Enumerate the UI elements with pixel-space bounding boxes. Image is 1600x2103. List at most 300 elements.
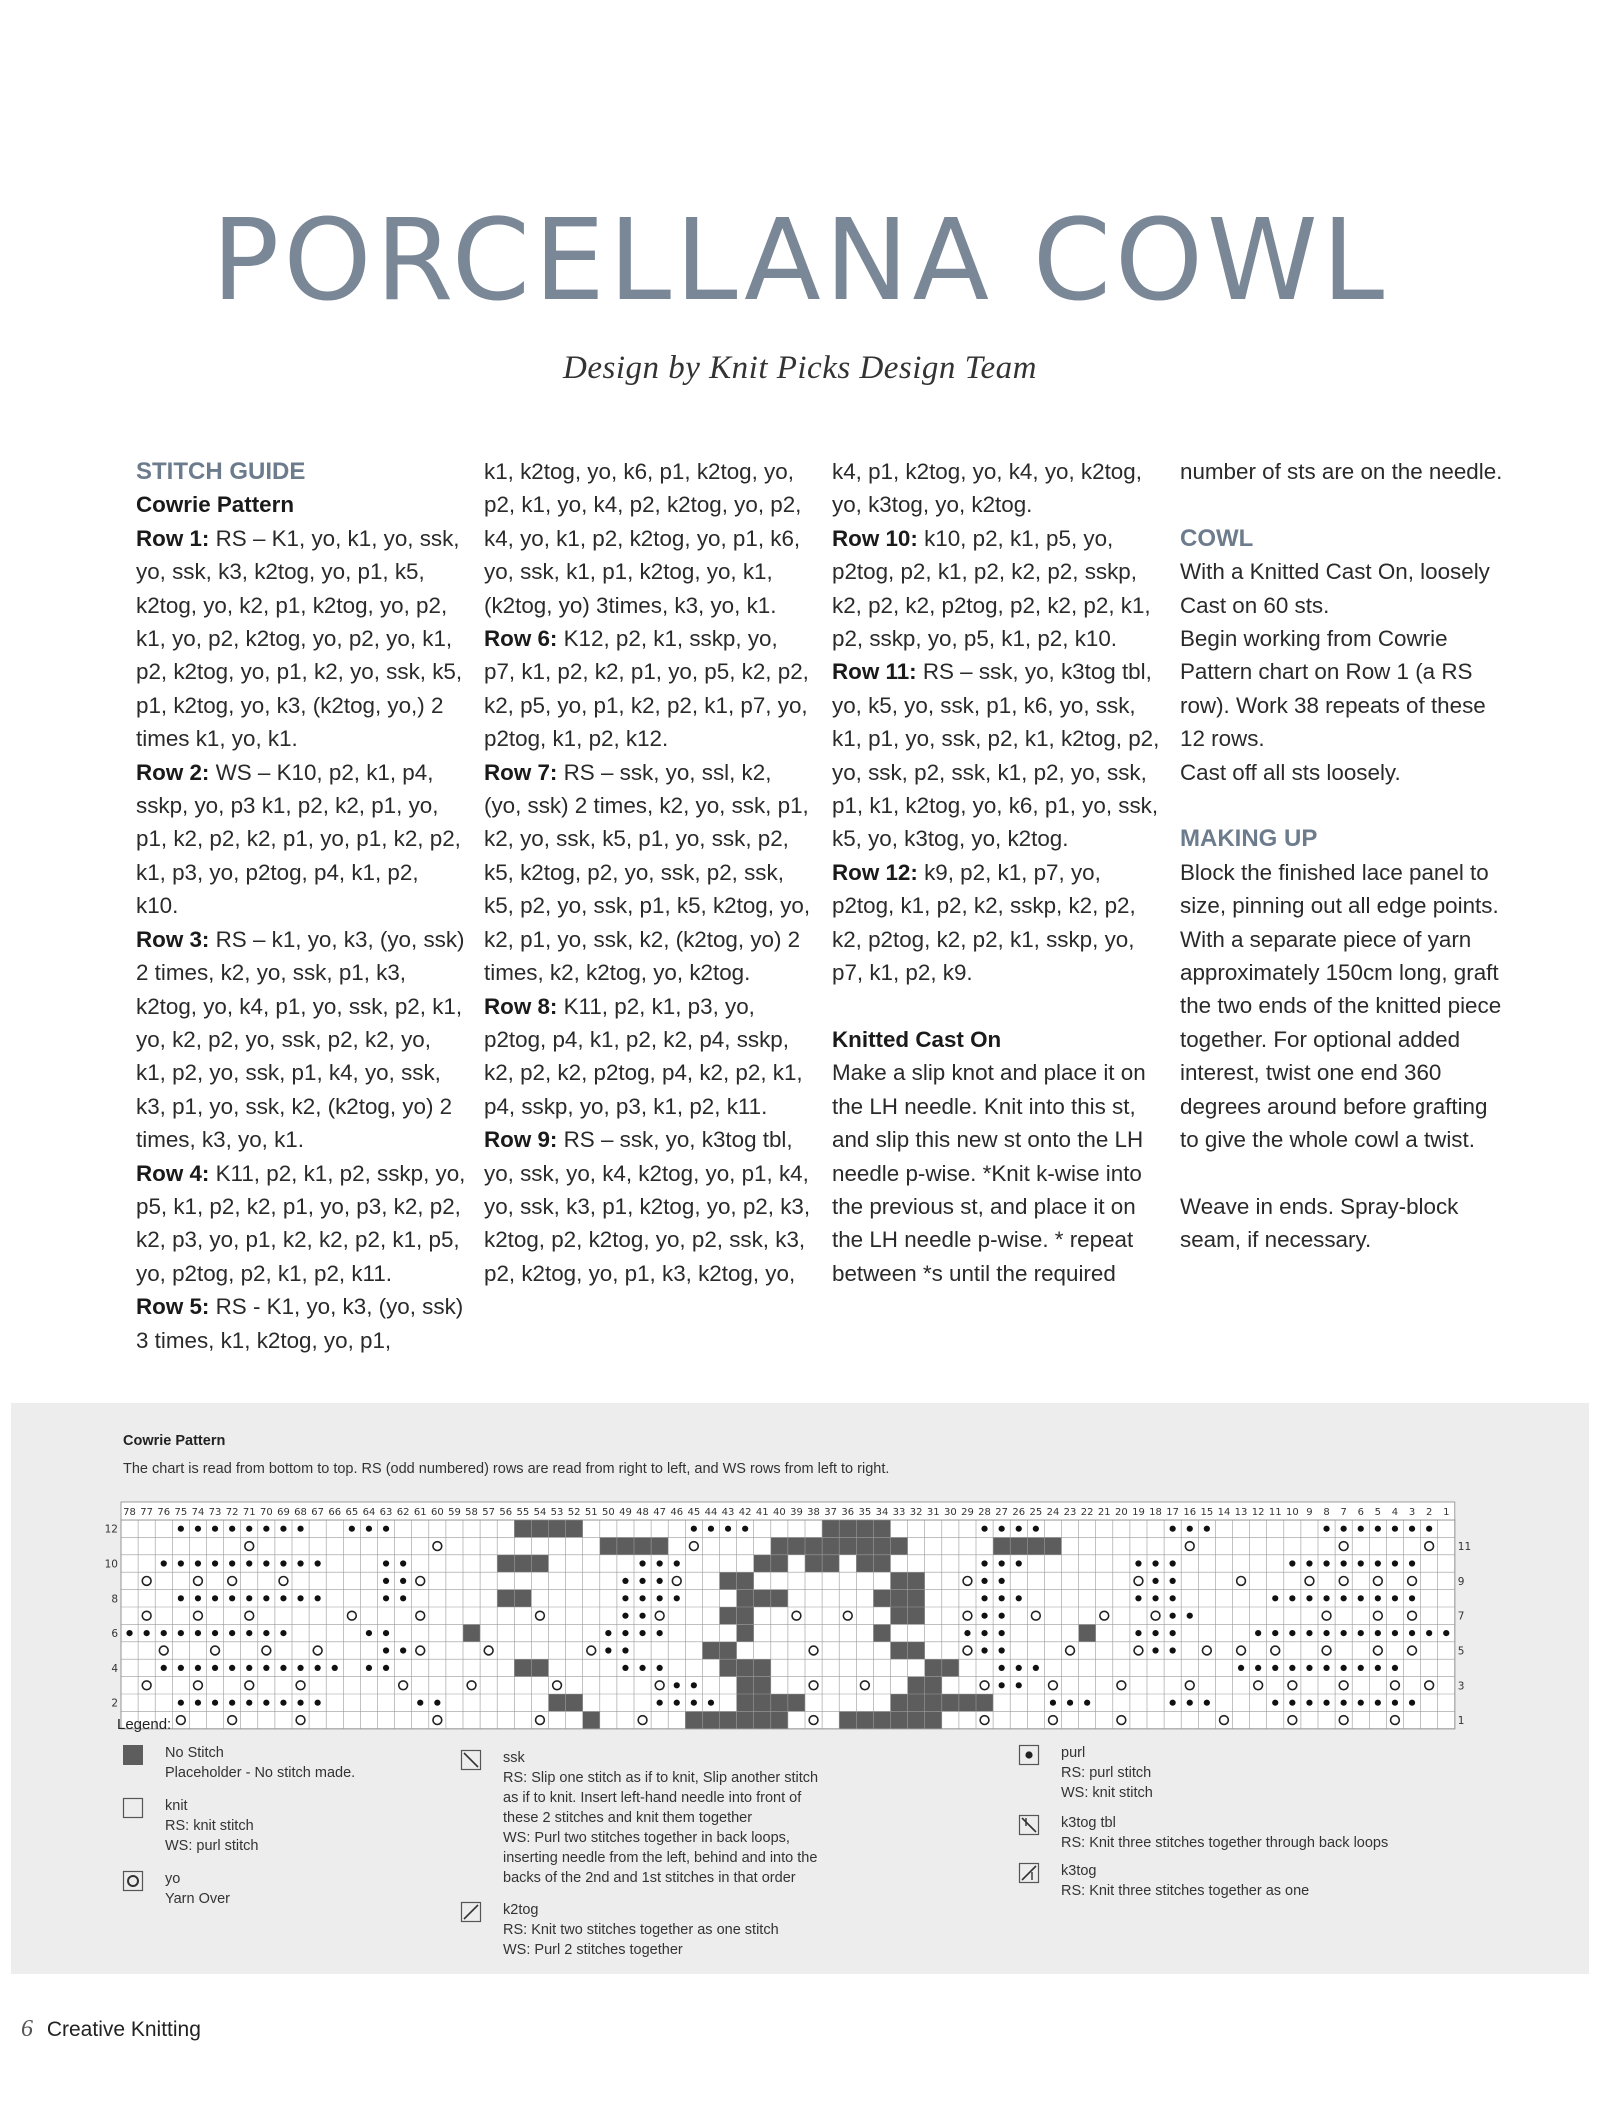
purl-cell-dot: [639, 1560, 645, 1566]
purl-cell-dot: [1170, 1647, 1176, 1653]
purl-cell-dot: [126, 1630, 132, 1636]
purl-cell-dot: [280, 1700, 286, 1706]
purl-cell-dot: [280, 1526, 286, 1532]
column-number: 14: [1217, 1507, 1231, 1518]
purl-cell-dot: [417, 1700, 423, 1706]
column-number: 60: [430, 1507, 444, 1518]
column-number: 38: [807, 1507, 820, 1518]
purl-cell-dot: [1170, 1630, 1176, 1636]
no-stitch-cell: [583, 1711, 600, 1728]
column-number: 43: [721, 1507, 735, 1518]
purl-cell-dot: [1358, 1595, 1364, 1601]
row-text: RS – ssk, yo, k3tog tbl, yo, ssk, yo, k4, k2tog, yo, p1, k4, yo, ssk, k3, p1, k2tog, yo, p2, k3, k2tog, p2, k2tog, yo, p2, ssk, k3, p2, k2tog, yo, p1, k3, k2tog, yo,: [484, 1127, 811, 1286]
purl-cell-dot: [1152, 1578, 1158, 1584]
purl-cell-dot: [639, 1630, 645, 1636]
purl-cell-dot: [639, 1595, 645, 1601]
column-number: 39: [790, 1507, 803, 1518]
no-stitch-cell: [856, 1520, 873, 1537]
column-number: 13: [1234, 1507, 1248, 1518]
no-stitch-cell: [873, 1520, 890, 1537]
purl-cell-dot: [1409, 1595, 1415, 1601]
column-number: 77: [140, 1507, 154, 1518]
purl-cell-dot: [229, 1595, 235, 1601]
column-number: 50: [601, 1507, 615, 1518]
purl-cell-dot: [400, 1578, 406, 1584]
publication-name: Creative Knitting: [46, 2018, 201, 2041]
no-stitch-cell: [771, 1590, 788, 1607]
paragraph: With a separate piece of yarn approximately 150cm long, graft the two ends of the knitted piece together. For optional added interest, twist one end 360 degrees around before grafting to give the whole cowl a twist.: [1180, 926, 1502, 1153]
no-stitch-cell: [549, 1694, 566, 1711]
legend-name: ssk: [503, 1750, 525, 1766]
column-number: 24: [1046, 1507, 1060, 1518]
no-stitch-cell: [908, 1607, 925, 1624]
column-number: 59: [448, 1507, 461, 1518]
purl-cell-dot: [1341, 1595, 1347, 1601]
page-title: PORCELLANA COWL: [211, 196, 1389, 326]
column-number: 51: [584, 1507, 598, 1518]
purl-cell-dot: [1033, 1526, 1039, 1532]
purl-cell-dot: [212, 1700, 218, 1706]
purl-cell-dot: [178, 1665, 184, 1671]
purl-cell-dot: [178, 1595, 184, 1601]
purl-cell-dot: [161, 1560, 167, 1566]
purl-cell-dot: [999, 1613, 1005, 1619]
purl-cell-dot: [400, 1560, 406, 1566]
row-instruction: [832, 655, 1162, 855]
yo-icon: [123, 1871, 143, 1891]
column-number: 74: [191, 1507, 205, 1518]
row-label: Row 5:: [136, 1294, 210, 1320]
row-text: K11, p2, k1, p3, yo, p2tog, p4, k1, p2, k2, p4, sskp, k2, p2, k2, p2tog, p4, k2, p2, k1, p4, sskp, yo, p3, k1, p2, k11.: [484, 993, 803, 1119]
purl-cell-dot: [1016, 1682, 1022, 1688]
k3tog-icon: [1019, 1863, 1039, 1883]
purl-cell-dot: [1084, 1700, 1090, 1706]
no-stitch-cell: [1010, 1537, 1027, 1554]
row-number: 8: [111, 1593, 118, 1606]
purl-cell-dot: [1204, 1700, 1210, 1706]
row-number: 12: [104, 1523, 118, 1536]
legend-name: No Stitch: [165, 1745, 224, 1761]
no-stitch-cell: [651, 1537, 668, 1554]
column-number: 56: [499, 1507, 513, 1518]
purl-cell-dot: [383, 1630, 389, 1636]
no-stitch-cell: [908, 1677, 925, 1694]
purl-cell-dot: [657, 1630, 663, 1636]
no-stitch-cell: [1027, 1537, 1044, 1554]
row-instruction: [136, 1290, 466, 1357]
purl-cell-dot: [161, 1665, 167, 1671]
purl-cell-dot: [195, 1665, 201, 1671]
column-number: 76: [157, 1507, 171, 1518]
column-number: 37: [824, 1507, 838, 1518]
column-number: 16: [1183, 1507, 1197, 1518]
purl-cell-dot: [605, 1647, 611, 1653]
purl-cell-dot: [1152, 1560, 1158, 1566]
purl-cell-dot: [725, 1526, 731, 1532]
ssk-icon: [461, 1750, 481, 1770]
purl-cell-dot: [1409, 1526, 1415, 1532]
column-number: 41: [755, 1507, 769, 1518]
purl-cell-dot: [315, 1560, 321, 1566]
paragraph-gap: [1180, 488, 1510, 521]
purl-cell-dot: [383, 1526, 389, 1532]
column-number: 27: [995, 1507, 1009, 1518]
purl-cell-dot: [246, 1595, 252, 1601]
purl-cell-dot: [981, 1647, 987, 1653]
purl-cell-dot: [383, 1665, 389, 1671]
column-number: 44: [704, 1507, 718, 1518]
row-text: k10, p2, k1, p5, yo, p2tog, p2, k1, p2, k2, p2, sskp, k2, p2, k2, p2tog, p2, k2, p2, k1, p2, sskp, yo, p5, k1, p2, k10.: [832, 525, 1151, 652]
no-stitch-cell: [531, 1659, 548, 1676]
purl-cell-dot: [1272, 1595, 1278, 1601]
paragraph-gap: [1180, 1157, 1510, 1190]
column-number: 63: [379, 1507, 393, 1518]
no-stitch-cell: [839, 1711, 856, 1728]
purl-cell-dot: [999, 1526, 1005, 1532]
purl-cell-dot: [999, 1578, 1005, 1584]
purl-cell-dot: [1170, 1560, 1176, 1566]
purl-cell-dot: [434, 1700, 440, 1706]
legend-name: k3tog: [1061, 1863, 1097, 1879]
section-heading: COWL: [1180, 524, 1254, 552]
no-stitch-cell: [805, 1537, 822, 1554]
no-stitch-cell: [908, 1590, 925, 1607]
purl-cell-dot: [178, 1700, 184, 1706]
purl-cell-dot: [674, 1700, 680, 1706]
row-number: 2: [111, 1697, 118, 1710]
purl-cell-dot: [1187, 1526, 1193, 1532]
purl-cell-dot: [1341, 1560, 1347, 1566]
purl-cell-dot: [1323, 1560, 1329, 1566]
column-number: 17: [1166, 1507, 1180, 1518]
purl-cell-dot: [1272, 1630, 1278, 1636]
purl-cell-dot: [1016, 1665, 1022, 1671]
purl-cell-dot: [280, 1560, 286, 1566]
purl-cell-dot: [280, 1630, 286, 1636]
column-number: 72: [225, 1507, 239, 1518]
no-stitch-cell: [771, 1555, 788, 1572]
text-column-1: [136, 455, 466, 1357]
row-number: 6: [111, 1628, 118, 1641]
purl-cell-dot: [280, 1595, 286, 1601]
no-stitch-cell: [754, 1677, 771, 1694]
row-instruction: [136, 923, 466, 1157]
purl-cell-dot: [1323, 1526, 1329, 1532]
paragraph: Block the finished lace panel to size, pinning out all edge points.: [1180, 859, 1499, 919]
purl-cell-dot: [674, 1560, 680, 1566]
no-stitch-cell: [873, 1555, 890, 1572]
no-stitch-cell: [976, 1694, 993, 1711]
column-number: 19: [1132, 1507, 1145, 1518]
row-text: RS – ssk, yo, k3tog tbl, yo, k5, yo, ssk, p1, k6, yo, ssk, k1, p1, yo, ssk, p2, k1, k2tog, p2, yo, ssk, p2, ssk, k1, p2, yo, ssk, p1, k1, k2tog, yo, k6, p1, yo, ssk, k5, yo, k3tog, yo, k2tog.: [832, 659, 1160, 852]
purl-cell-dot: [1255, 1630, 1261, 1636]
column-number: 61: [413, 1507, 427, 1518]
no-stitch-cell: [720, 1572, 737, 1589]
purl-cell-dot: [263, 1595, 269, 1601]
no-stitch-cell: [531, 1520, 548, 1537]
purl-cell-dot: [1067, 1700, 1073, 1706]
purl-cell-dot: [297, 1700, 303, 1706]
purl-cell-dot: [639, 1613, 645, 1619]
column-number: 21: [1097, 1507, 1111, 1518]
chart-reading-note: The chart is read from bottom to top. RS (odd numbered) rows are read from right to left, and WS rows from left to right.: [123, 1461, 890, 1477]
row-number: 11: [1457, 1541, 1472, 1554]
no-stitch-cell: [993, 1537, 1010, 1554]
column-number: 11: [1268, 1507, 1282, 1518]
purl-cell-dot: [246, 1526, 252, 1532]
purl-cell-dot: [1135, 1595, 1141, 1601]
row-label: Row 4:: [136, 1160, 210, 1186]
purl-cell-dot: [639, 1578, 645, 1584]
no-stitch-cell: [925, 1659, 942, 1676]
no-stitch-cell: [891, 1642, 908, 1659]
column-number: 29: [961, 1507, 974, 1518]
no-stitch-cell: [720, 1659, 737, 1676]
no-stitch-cell: [737, 1711, 754, 1728]
no-stitch-cell: [925, 1711, 942, 1728]
column-number: 30: [943, 1507, 957, 1518]
text-column-4: [1180, 455, 1510, 1257]
purl-cell-dot: [1204, 1526, 1210, 1532]
purl-cell-dot: [246, 1560, 252, 1566]
purl-cell-dot: [1341, 1630, 1347, 1636]
purl-cell-dot: [1050, 1700, 1056, 1706]
purl-cell-dot: [999, 1665, 1005, 1671]
legend-name: purl: [1061, 1745, 1086, 1761]
purl-cell-dot: [366, 1665, 372, 1671]
purl-cell-dot: [297, 1560, 303, 1566]
no-stitch-cell: [873, 1711, 890, 1728]
purl-cell-dot: [1152, 1595, 1158, 1601]
paragraph: With a Knitted Cast On, loosely Cast on 60 sts.: [1180, 559, 1490, 618]
purl-cell-dot: [691, 1700, 697, 1706]
purl-cell-dot: [246, 1630, 252, 1636]
no-stitch-cell: [839, 1520, 856, 1537]
purl-cell-dot: [1341, 1665, 1347, 1671]
column-number: 23: [1063, 1507, 1077, 1518]
purl-cell-dot: [1392, 1630, 1398, 1636]
purl-cell-dot: [981, 1595, 987, 1601]
no-stitch-cell: [822, 1555, 839, 1572]
purl-cell-dot: [212, 1630, 218, 1636]
row-text: K12, p2, k1, sskp, yo, p7, k1, p2, k2, p1, yo, p5, k2, p2, k2, p5, yo, p1, k2, p2, k1, p7, yo, p2tog, k1, p2, k12.: [484, 626, 809, 752]
purl-cell-dot: [1375, 1700, 1381, 1706]
row-text: RS – k1, yo, k3, (yo, ssk) 2 times, k2, yo, ssk, p1, k3, k2tog, yo, k4, p1, yo, ssk, p2, k1, yo, k2, p2, yo, ssk, p2, k2, yo, k1, p2, yo, ssk, p1, k4, yo, ssk, k3, p1, yo, ssk, k2, (k2tog, yo) 2 times, k3, yo, k1.: [136, 926, 465, 1153]
no-stitch-cell: [873, 1624, 890, 1641]
purl-cell-dot: [229, 1630, 235, 1636]
purl-cell-dot: [1306, 1665, 1312, 1671]
purl-cell-dot: [1392, 1665, 1398, 1671]
k3tog-tbl-icon: [1019, 1815, 1039, 1835]
row-text: RS – ssk, yo, ssl, k2, (yo, ssk) 2 times, k2, yo, ssk, p1, k2, yo, ssk, k5, p1, yo, ssk, p2, k5, k2tog, p2, yo, ssk, p2, ssk, k5, p2, yo, ssk, p1, k5, k2tog, yo, k2, p1, yo, ssk, k2, (k2tog, yo) 2 times, k2, k2tog, yo, k2tog.: [484, 759, 811, 986]
column-number: 25: [1029, 1507, 1043, 1518]
purl-cell-dot: [229, 1526, 235, 1532]
legend-name: yo: [165, 1871, 181, 1887]
purl-cell-dot: [674, 1595, 680, 1601]
purl-cell-dot: [1152, 1630, 1158, 1636]
no-stitch-cell: [566, 1694, 583, 1711]
no-stitch-cell: [754, 1694, 771, 1711]
row-number: 1: [1457, 1715, 1465, 1728]
purl-cell-dot: [622, 1647, 628, 1653]
column-number: 75: [174, 1507, 188, 1518]
purl-cell-dot: [622, 1578, 628, 1584]
no-stitch-icon: [123, 1745, 143, 1765]
no-stitch-cell: [805, 1555, 822, 1572]
row-label: Row 6:: [484, 626, 558, 652]
no-stitch-cell: [959, 1694, 976, 1711]
no-stitch-cell: [788, 1537, 805, 1554]
legend-name: k2tog: [503, 1902, 539, 1918]
row-number: 4: [111, 1662, 118, 1675]
no-stitch-cell: [702, 1642, 719, 1659]
row-text: RS – K1, yo, k1, yo, ssk, yo, ssk, k3, k2tog, yo, p1, k5, k2tog, yo, k2, p1, k2tog, yo, p2, k1, yo, p2, k2tog, yo, p2, yo, k1, p2, k2tog, yo, p1, k2, yo, ssk, k5, p1, k2tog, yo, k3, (k2tog, yo,) 2 times k1, yo, k1.: [136, 525, 463, 752]
purl-cell-dot: [657, 1578, 663, 1584]
purl-cell-dot: [1375, 1560, 1381, 1566]
text-column-2: [484, 455, 814, 1290]
no-stitch-cell: [891, 1694, 908, 1711]
no-stitch-cell: [1079, 1624, 1096, 1641]
column-number: 10: [1285, 1507, 1299, 1518]
no-stitch-cell: [908, 1694, 925, 1711]
purl-cell-dot: [1375, 1526, 1381, 1532]
purl-cell-dot: [1016, 1560, 1022, 1566]
purl-cell-dot: [229, 1665, 235, 1671]
column-number: 71: [242, 1507, 256, 1518]
section-heading: MAKING UP: [1180, 825, 1318, 853]
purl-cell-dot: [1187, 1613, 1193, 1619]
paragraph: Cast off all sts loosely.: [1180, 759, 1401, 785]
column-number: 9: [1306, 1507, 1313, 1518]
purl-cell-dot: [1135, 1630, 1141, 1636]
purl-cell-dot: [144, 1630, 150, 1636]
purl-cell-dot: [981, 1560, 987, 1566]
purl-cell-dot: [195, 1560, 201, 1566]
row-instruction: [484, 1123, 814, 1290]
purl-cell-dot: [1341, 1526, 1347, 1532]
paragraph: Weave in ends. Spray-block seam, if necessary.: [1180, 1193, 1459, 1253]
column-number: 34: [875, 1507, 889, 1518]
column-number: 8: [1323, 1507, 1330, 1518]
no-stitch-cell: [771, 1711, 788, 1728]
purl-cell-dot: [297, 1665, 303, 1671]
no-stitch-cell: [856, 1537, 873, 1554]
no-stitch-cell: [891, 1537, 908, 1554]
purl-cell-dot: [622, 1595, 628, 1601]
purl-cell-dot: [212, 1526, 218, 1532]
column-number: 54: [533, 1507, 547, 1518]
column-number: 47: [653, 1507, 667, 1518]
purl-cell-dot: [1238, 1665, 1244, 1671]
column-number: 78: [123, 1507, 136, 1518]
pattern-text-columns: [136, 455, 1503, 1365]
purl-icon: [1019, 1745, 1039, 1765]
purl-cell-dot: [708, 1700, 714, 1706]
no-stitch-cell: [737, 1677, 754, 1694]
no-stitch-cell: [891, 1711, 908, 1728]
column-number: 35: [858, 1507, 872, 1518]
row-text: k9, p2, k1, p7, yo, p2tog, k1, p2, k2, sskp, k2, p2, k2, p2tog, k2, p2, k1, sskp, yo, p7, k1, p2, k9.: [832, 859, 1136, 986]
column-number: 15: [1200, 1507, 1214, 1518]
column-number: 33: [892, 1507, 906, 1518]
purl-cell-dot: [349, 1526, 355, 1532]
purl-cell-dot: [1323, 1595, 1329, 1601]
purl-cell-dot: [1426, 1526, 1432, 1532]
paragraph: Begin working from Cowrie Pattern chart on Row 1 (a RS row). Work 38 repeats of these 12 rows.: [1180, 626, 1486, 752]
no-stitch-cell: [942, 1694, 959, 1711]
no-stitch-cell: [737, 1572, 754, 1589]
column-number: 2: [1425, 1507, 1433, 1518]
column-number: 49: [619, 1507, 632, 1518]
no-stitch-cell: [891, 1607, 908, 1624]
paragraph-gap: [832, 990, 1162, 1023]
row-number: 5: [1457, 1645, 1465, 1658]
purl-cell-dot: [1016, 1526, 1022, 1532]
row-label: Row 10:: [832, 525, 918, 551]
no-stitch-cell: [617, 1537, 634, 1554]
purl-cell-dot: [229, 1560, 235, 1566]
purl-cell-dot: [1375, 1665, 1381, 1671]
column-number: 31: [926, 1507, 940, 1518]
no-stitch-cell: [891, 1590, 908, 1607]
purl-cell-dot: [263, 1665, 269, 1671]
no-stitch-cell: [600, 1537, 617, 1554]
no-stitch-cell: [822, 1537, 839, 1554]
column-number: 18: [1149, 1507, 1162, 1518]
chart-title: Cowrie Pattern: [123, 1433, 226, 1449]
no-stitch-cell: [771, 1537, 788, 1554]
column-number: 20: [1114, 1507, 1128, 1518]
no-stitch-cell: [1044, 1537, 1061, 1554]
row-label: Row 8:: [484, 993, 558, 1019]
row-instruction: [832, 856, 1162, 990]
column-number: 53: [550, 1507, 564, 1518]
row-label: Row 3:: [136, 926, 210, 952]
purl-cell-dot: [195, 1630, 201, 1636]
text-column-3: [832, 455, 1162, 1290]
purl-cell-dot: [1306, 1630, 1312, 1636]
purl-cell-dot: [605, 1630, 611, 1636]
no-stitch-cell: [463, 1624, 480, 1641]
purl-cell-dot: [178, 1526, 184, 1532]
purl-cell-dot: [400, 1647, 406, 1653]
purl-cell-dot: [1170, 1613, 1176, 1619]
no-stitch-cell: [634, 1537, 651, 1554]
purl-cell-dot: [1289, 1700, 1295, 1706]
purl-cell-dot: [297, 1526, 303, 1532]
purl-cell-dot: [1289, 1560, 1295, 1566]
no-stitch-cell: [514, 1520, 531, 1537]
row-text: WS – K10, p2, k1, p4, sskp, yo, p3 k1, p2, k2, p1, yo, p1, k2, p2, k2, p1, yo, p1, k2, p2, k1, p3, yo, p2tog, p4, k1, p2, k10.: [136, 759, 461, 919]
purl-cell-dot: [1426, 1630, 1432, 1636]
column-number: 55: [516, 1507, 530, 1518]
no-stitch-cell: [908, 1711, 925, 1728]
purl-cell-dot: [1409, 1630, 1415, 1636]
purl-cell-dot: [1392, 1700, 1398, 1706]
column-number: 69: [277, 1507, 290, 1518]
purl-cell-dot: [622, 1665, 628, 1671]
purl-cell-dot: [1170, 1595, 1176, 1601]
no-stitch-cell: [754, 1590, 771, 1607]
column-number: 57: [482, 1507, 496, 1518]
purl-cell-dot: [178, 1560, 184, 1566]
row-instruction: [484, 622, 814, 756]
purl-cell-dot: [383, 1578, 389, 1584]
purl-cell-dot: [383, 1595, 389, 1601]
no-stitch-cell: [737, 1624, 754, 1641]
purl-cell-dot: [1323, 1630, 1329, 1636]
purl-cell-dot: [1170, 1526, 1176, 1532]
